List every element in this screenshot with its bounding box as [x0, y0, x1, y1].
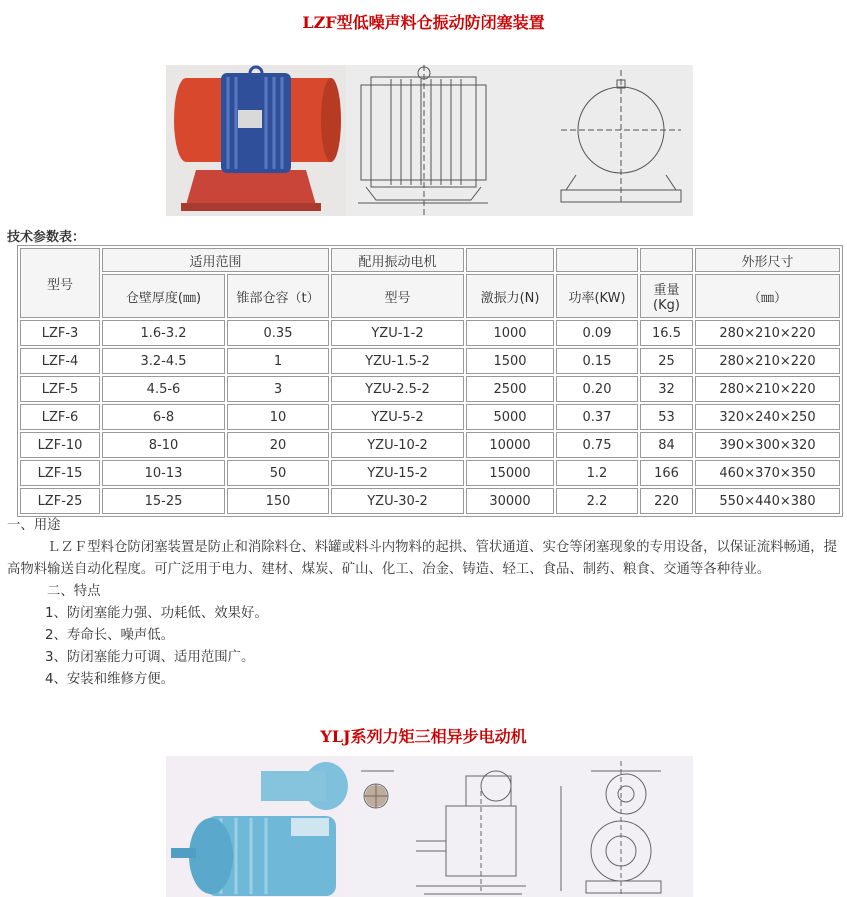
table-cell: YZU-1.5-2	[331, 348, 464, 374]
header-size: 外形尺寸	[695, 248, 840, 272]
table-cell: 10	[227, 404, 329, 430]
page-title: LZF型低噪声料仓振动防闭塞装置	[302, 13, 545, 32]
table-cell: 10000	[466, 432, 554, 458]
table-cell: 30000	[466, 488, 554, 514]
section2-title: 二、特点	[47, 584, 101, 599]
table-cell: YZU-15-2	[331, 460, 464, 486]
header-motor-model: 型号	[331, 274, 464, 318]
table-cell: 1.6-3.2	[102, 320, 225, 346]
table-row	[20, 348, 840, 374]
table-cell: 32	[640, 376, 693, 402]
table-cell: 390×300×320	[695, 432, 840, 458]
table-cell: LZF-3	[20, 320, 100, 346]
header-force: 激振力(N)	[466, 274, 554, 318]
table-cell: 0.20	[556, 376, 638, 402]
table-cell: 10-13	[102, 460, 225, 486]
table-cell: 1.2	[556, 460, 638, 486]
table-cell: 0.75	[556, 432, 638, 458]
table-cell: YZU-2.5-2	[331, 376, 464, 402]
table-cell: 280×210×220	[695, 376, 840, 402]
table-cell: YZU-30-2	[331, 488, 464, 514]
table-cell: LZF-25	[20, 488, 100, 514]
table-row	[20, 404, 840, 430]
feature-item: 1、防闭塞能力强、功耗低、效果好。	[45, 606, 268, 621]
table-cell: 0.09	[556, 320, 638, 346]
header-blank-2	[556, 248, 638, 272]
table-cell: LZF-5	[20, 376, 100, 402]
table-cell: 166	[640, 460, 693, 486]
table-cell: 84	[640, 432, 693, 458]
table-cell: 16.5	[640, 320, 693, 346]
table-cell: 220	[640, 488, 693, 514]
table-cell: 150	[227, 488, 329, 514]
table-cell: 53	[640, 404, 693, 430]
table-cell: 5000	[466, 404, 554, 430]
header-size-unit: （㎜）	[695, 274, 840, 318]
table-cell: 320×240×250	[695, 404, 840, 430]
table-cell: 550×440×380	[695, 488, 840, 514]
table-cell: YZU-5-2	[331, 404, 464, 430]
table-cell: 3	[227, 376, 329, 402]
header-model: 型号	[20, 248, 100, 318]
table-cell: 2.2	[556, 488, 638, 514]
feature-item: 3、防闭塞能力可调、适用范围广。	[45, 650, 255, 665]
table-cell: 2500	[466, 376, 554, 402]
header-motor: 配用振动电机	[331, 248, 464, 272]
section1-title: 一、用途	[7, 518, 61, 533]
section-title-ylj: YLJ系列力矩三相异步电动机	[320, 727, 527, 746]
header-blank-3	[640, 248, 693, 272]
table-cell: 0.35	[227, 320, 329, 346]
torque-motor-image	[166, 756, 693, 897]
header-power: 功率(KW)	[556, 274, 638, 318]
table-cell: 1500	[466, 348, 554, 374]
table-cell: 15000	[466, 460, 554, 486]
table-cell: 3.2-4.5	[102, 348, 225, 374]
table-cell: 15-25	[102, 488, 225, 514]
table-cell: 460×370×350	[695, 460, 840, 486]
table-cell: LZF-4	[20, 348, 100, 374]
table-row	[20, 460, 840, 486]
table-cell: 280×210×220	[695, 320, 840, 346]
table-cell: 1	[227, 348, 329, 374]
table-cell: YZU-10-2	[331, 432, 464, 458]
section1-body: ＬＺＦ型料仓防闭塞装置是防止和消除料仓、料罐或料斗内物料的起拱、管状通道、实仓等闭塞现象的专用设备，以保证流料畅通，提高物料输送自动化程度。可广泛用于电力、建材、煤炭、矿山、化工、冶金、铸造、轻工、食品、制药、粮食、交通等各种待业。	[7, 540, 838, 577]
table-header-row	[20, 248, 840, 272]
table-row	[20, 432, 840, 458]
table-cell: 20	[227, 432, 329, 458]
feature-item: 4、安装和维修方便。	[45, 672, 175, 687]
table-cell: 6-8	[102, 404, 225, 430]
table-cell: LZF-10	[20, 432, 100, 458]
table-row	[20, 376, 840, 402]
header-range: 适用范围	[102, 248, 329, 272]
feature-item: 2、寿命长、噪声低。	[45, 628, 175, 643]
description	[7, 515, 843, 691]
table-cell: 25	[640, 348, 693, 374]
table-row	[20, 488, 840, 514]
table-cell: 0.37	[556, 404, 638, 430]
vibrator-illustration	[166, 65, 693, 216]
table-cell: LZF-6	[20, 404, 100, 430]
header-capacity: 锥部仓容（t）	[227, 274, 329, 318]
table-cell: YZU-1-2	[331, 320, 464, 346]
table-cell: 8-10	[102, 432, 225, 458]
spec-table-label: 技术参数表：	[7, 230, 86, 245]
header-blank-1	[466, 248, 554, 272]
table-cell: 4.5-6	[102, 376, 225, 402]
table-cell: 280×210×220	[695, 348, 840, 374]
table-cell: 50	[227, 460, 329, 486]
spec-table	[17, 245, 843, 517]
vibrator-product-image	[166, 65, 693, 216]
table-cell: 1000	[466, 320, 554, 346]
table-subheader-row	[20, 274, 840, 318]
header-wall-thickness: 仓壁厚度(㎜)	[102, 274, 225, 318]
header-weight: 重量(Kg)	[640, 274, 693, 318]
table-row	[20, 320, 840, 346]
table-cell: 0.15	[556, 348, 638, 374]
torque-motor-illustration	[166, 756, 693, 897]
spec-table-body	[20, 320, 840, 514]
table-cell: LZF-15	[20, 460, 100, 486]
